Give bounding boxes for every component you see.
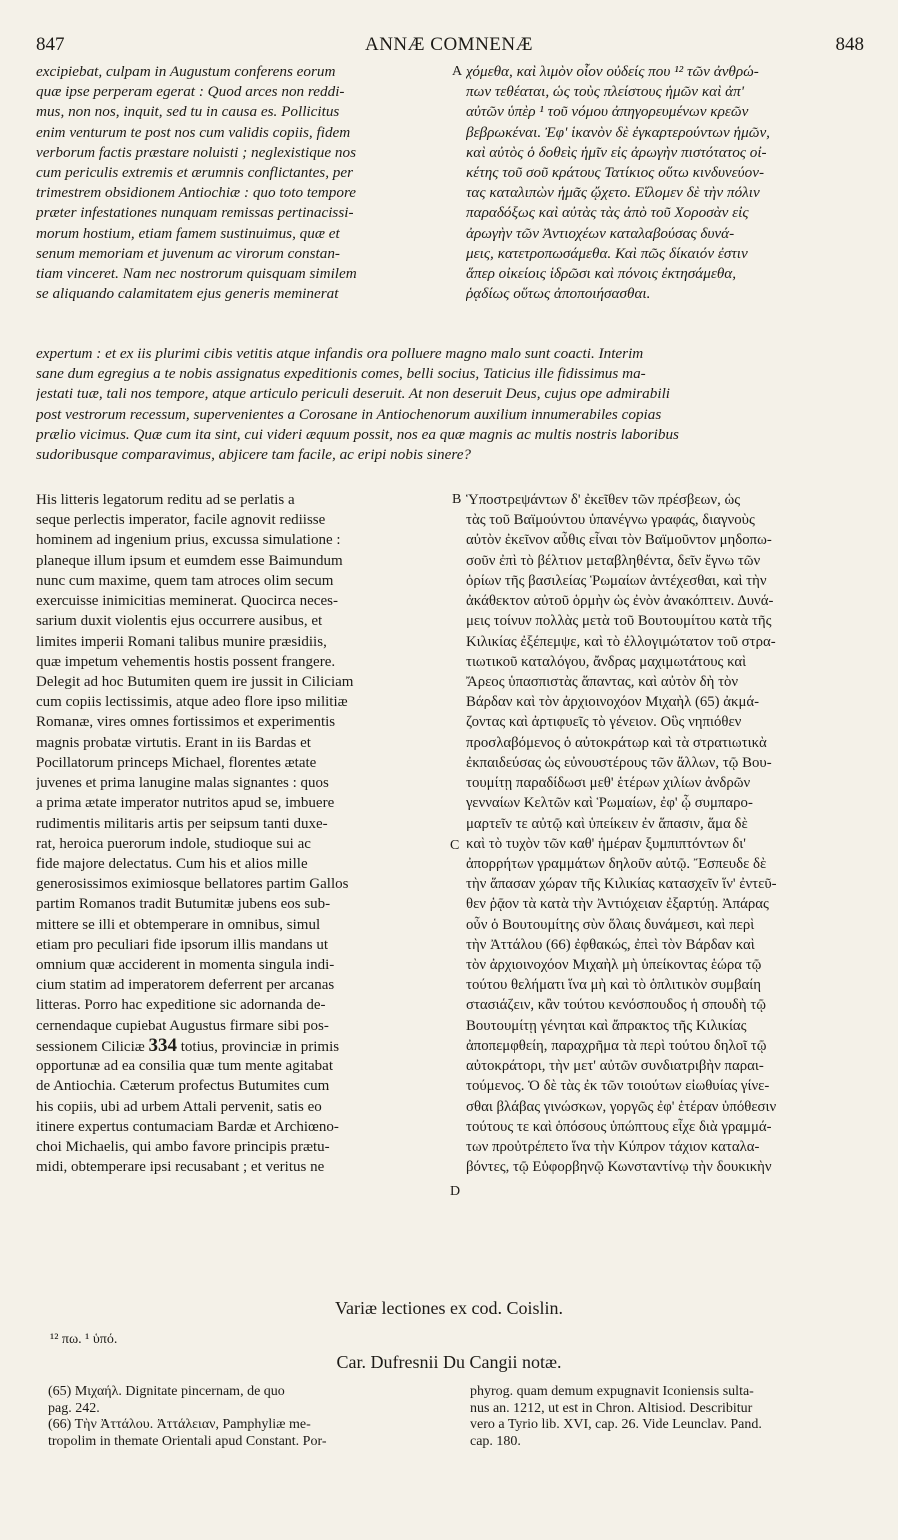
margin-marker-d: D xyxy=(450,1184,461,1199)
text-line-content: choi Michaelis, qui ambo favore principis prætu- xyxy=(36,1139,330,1155)
text-line: post vestrorum recessum, supervenientes a Corosane in Antiochenorum auxilium innumerabiles copias xyxy=(36,405,662,423)
text-line: τουμίτῃ παραδίδωσι μεθ' ἑτέρων χιλίων ἀνδρῶν xyxy=(466,775,751,792)
text-line-content: quæ impetum vehementis hostis possent frangere. xyxy=(36,653,336,670)
text-line-content: midi, obtemperare ipsi recusabant ; et veritus ne xyxy=(36,1159,325,1176)
text-line xyxy=(36,975,446,995)
footnotes-right xyxy=(470,1384,882,1450)
text-line: πων τεθέαται, ὡς τοὺς πλείστους ἡμῶν καὶ ἀπ' xyxy=(466,83,744,101)
text-line xyxy=(36,935,446,955)
text-line: αὐτὸν ἐκεῖνον αὖθις εἶναι τὸν Βαϊμοῦντον μηδοπω- xyxy=(466,532,772,549)
text-line: senum memoriam et juvenum ac virorum constan- xyxy=(36,244,340,262)
text-line: morum hostium, etiam famem sustinuimus, quæ et xyxy=(36,224,340,242)
text-line: τιωτικοῦ καταλόγου, ἄνδρας μαχιμωτάτους καὶ xyxy=(466,653,747,670)
notes-title: Car. Dufresnii Du Cangii notæ. xyxy=(336,1352,562,1372)
text-line: τας καταλιπὼν ἡμᾶς ᾤχετο. Εἵλομεν δὲ τὴν πόλιν xyxy=(466,184,760,202)
text-line-content: planeque illum ipsum et eumdem esse Baimundum xyxy=(36,552,343,569)
text-line: Ὑποστρεψάντων δ' ἐκεῖθεν τῶν πρέσβεων, ὡς xyxy=(466,492,741,508)
latin-column-upper xyxy=(36,62,452,304)
text-line: καὶ τὸ τυχὸν τῶν καθ' ἡμέραν ξυμπιπτόντων δι' xyxy=(466,835,746,852)
footnote-line: (66) Τὴν Ἀττάλου. Ἀττάλειαν, Pamphyliæ me- xyxy=(48,1417,311,1432)
variae-lectiones-title: Variæ lectiones ex cod. Coislin. xyxy=(335,1298,563,1318)
text-line-content: nunc cum maxime, quem tam atroces olim secum xyxy=(36,572,334,589)
text-line: τὴν Ἀττάλου (66) ἐφθακώς, ἐπεὶ τὸν Βάρδαν καὶ xyxy=(466,936,755,953)
footnote-line: vero a Tyrio lib. XVI, cap. 26. Vide Leunclav. Pand. xyxy=(470,1417,762,1432)
footnotes-left xyxy=(48,1384,448,1450)
text-line-content: opportunæ ad ea consilia quæ tum mente agitabat xyxy=(36,1058,334,1075)
text-line: Ἄρεος ὑπασπιστὰς ἅπαντας, καὶ αὐτὸν δὴ τὸν xyxy=(466,673,739,690)
text-line xyxy=(36,854,446,874)
text-line xyxy=(36,1016,446,1036)
latin-full-width-text xyxy=(36,344,882,465)
text-line xyxy=(36,1076,446,1096)
text-line: ἀκάθεκτον αὐτοῦ ὁρμὴν ὡς ἐνὸν ἀνακόπτειν. Δυνά- xyxy=(466,593,774,610)
text-line xyxy=(36,753,446,773)
text-line-content: cernendaque cupiebat Augustus firmare sibi pos- xyxy=(36,1017,329,1034)
text-line xyxy=(36,814,446,834)
text-line: ἀρωγὴν τῶν Ἀντιοχέων καταλαβούσας δυνά- xyxy=(466,224,735,242)
text-line: excipiebat, culpam in Augustum conferens eorum xyxy=(36,63,336,80)
text-line-content: sessionem Ciliciæ xyxy=(36,1038,145,1055)
text-line: βεβρωκέναι. Ἐφ' ἱκανὸν δὲ ἐγκαρτερούντων ἡμῶν, xyxy=(466,123,770,141)
text-line: σοῦν ἐπὶ τὸ βέλτιον μεταβληθέντα, δεῖν ἔγνω τῶν xyxy=(466,552,761,569)
text-line: σθαι βλάβας γινώσκων, γοργῶς ἐφ' ἑτέραν ὑπόθεσιν xyxy=(466,1098,777,1115)
margin-marker-c: C xyxy=(450,838,460,853)
text-line: ἀπορρήτων γραμμάτων δηλοῦν αὐτῷ. Ἔσπευδε δὲ xyxy=(466,855,767,872)
text-line: quæ ipse perperam egerat : Quod arces non reddi- xyxy=(36,83,345,101)
text-line-tail: totius, provinciæ in primis xyxy=(180,1038,340,1055)
text-line xyxy=(36,632,446,652)
page-number-left: 847 xyxy=(36,34,65,55)
text-line xyxy=(36,1097,446,1117)
text-line: τούμενος. Ὁ δὲ τὰς ἐκ τῶν τοιούτων εἰωθυίας γίνε- xyxy=(466,1078,770,1095)
text-line: αὐτοκράτορι, τὴν μετ' αὐτῶν συνδιατριβὴν παραι- xyxy=(466,1058,764,1075)
text-line: θεν ῥᾷον τὰ κατὰ τὴν Ἀντιόχειαν ἐξαρτύῃ. Ἀπάρας xyxy=(466,896,769,913)
variae-lectiones-sigla: ¹² πω. ¹ ὑπό. xyxy=(50,1332,118,1347)
text-line xyxy=(36,874,446,894)
text-line: οὖν ὁ Βουτουμίτης σὺν ὅλαις δυνάμεσι, καὶ περὶ xyxy=(466,916,755,933)
text-line xyxy=(36,591,446,611)
text-line xyxy=(36,1056,446,1076)
text-line: verborum factis præstare noluisti ; neglexistique nos xyxy=(36,143,357,161)
text-line-content: litteras. Porro hac expeditione sic adornanda de- xyxy=(36,997,326,1014)
text-line: μαρτεῖν τε αὐτῷ καὶ ὑπείκειν ἐν ἅπασιν, ἅμα δὲ xyxy=(466,815,748,832)
text-line-content: rat, heroica puerorum indole, studioque sui ac xyxy=(36,835,311,852)
text-line: μεις, κατετροπωσάμεθα. Καὶ πῶς δίκαιόν ἐστιν xyxy=(466,244,748,262)
text-line: mus, non nos, inquit, sed tu in causa es. Pollicitus xyxy=(36,103,340,121)
text-line xyxy=(36,551,446,571)
text-line xyxy=(36,955,446,975)
text-line-content: omnium quæ acciderent in momenta singula indi- xyxy=(36,957,335,974)
text-line: sane dum egregius a te nobis assignatus expeditionis comes, belli socius, Taticius ille fidissimus ma- xyxy=(36,365,646,383)
text-line: jestati tuæ, tali nos tempore, atque articulo periculi deseruit. At non deseruit Deus, cujus ope admirabili xyxy=(36,385,671,403)
text-line-content: a prima ætate imperator nutritos apud se, imbuere xyxy=(36,795,335,812)
text-line-content: his copiis, ubi ad urbem Attali pervenit, satis eo xyxy=(36,1098,322,1115)
text-line: κέτης τοῦ σοῦ κράτους Τατίκιος οὕτω κινδυνεύον- xyxy=(466,163,765,181)
text-line: ὁρίων τῆς βασιλείας Ῥωμαίων ἀντέχεσθαι, καὶ τὴν xyxy=(466,572,767,589)
text-line-content: itinere expertus contumaciam Bardæ et Archiœno- xyxy=(36,1118,339,1135)
text-line: ἀποπεμφθείη, παραχρῆμα τὰ περὶ τούτου δηλοῖ τῷ xyxy=(466,1037,767,1054)
greek-column-upper xyxy=(466,62,882,304)
text-line-content: de Antiochia. Cæterum profectus Butumites cum xyxy=(36,1078,330,1095)
text-line xyxy=(36,530,446,550)
text-line-content: juvenes et prima lanugine malas signantes : quos xyxy=(36,775,329,792)
text-line xyxy=(36,1117,446,1137)
text-line: ἅπερ οἰκείοις ἱδρῶσι καὶ πόνοις ἐκτησάμεθα, xyxy=(466,264,737,282)
margin-marker-b: B xyxy=(452,492,462,507)
text-line: ἐκπαιδεύσας ὡς εὐνουστέρους τῶν ἄλλων, τῷ Βου- xyxy=(466,754,772,771)
footnote-line: pag. 242. xyxy=(48,1400,100,1416)
text-line: præter infestationes nunquam remissas pertinacissi- xyxy=(36,204,354,222)
text-line: Κιλικίας ἐξέπεμψε, καὶ τὸ ἐλλογιμώτατον τοῦ στρα- xyxy=(466,633,776,650)
text-line: ῥᾳδίως οὕτως ἀποποιήσασθαι. xyxy=(466,285,651,303)
text-line: μεις τοίνυν πολλὰς μετὰ τοῦ Βουτουμίτου κατὰ τῆς xyxy=(466,613,772,630)
text-line: trimestrem obsidionem Antiochiæ : quo toto tempore xyxy=(36,184,357,202)
text-line xyxy=(36,733,446,753)
text-line xyxy=(36,894,446,914)
text-line-content: seque perlectis imperator, facile agnovit rediisse xyxy=(36,512,326,529)
text-line: προσλαβόμενος ὁ αὐτοκράτωρ καὶ τὰ στρατιωτικὰ xyxy=(466,734,767,751)
text-line xyxy=(36,793,446,813)
text-line: βόντες, τῷ Εὐφορβηνῷ Κωνσταντίνῳ τὴν δουκικὴν xyxy=(466,1159,772,1176)
text-line: enim venturum te post nos cum validis copiis, fidem xyxy=(36,123,351,141)
margin-marker-a: A xyxy=(452,64,463,79)
text-line: τὴν ἅπασαν χώραν τῆς Κιλικίας κατασχεῖν ἵν' ἐντεῦ- xyxy=(466,876,777,893)
text-line-content: partim Romanos tradit Butumitæ jubens eos sub- xyxy=(36,896,331,913)
text-line: sudoribusque comparavimus, abjicere tam facile, ac eripi nobis sinere? xyxy=(36,445,472,463)
text-line xyxy=(36,652,446,672)
text-line-content: cum copiis lectissimis, atque adeo flore ipso militiæ xyxy=(36,694,348,711)
footnote-line: nus an. 1212, ut est in Chron. Altisiod. Describitur xyxy=(470,1400,753,1416)
text-line xyxy=(36,1036,446,1056)
greek-column-lower xyxy=(466,490,882,1177)
text-line-content: hominem ad ingenium prius, excussa simulatione : xyxy=(36,532,341,549)
text-line-content: generosissimos eximiosque bellatores partim Gallos xyxy=(36,876,349,893)
text-line-content: mittere se illi et obtemperare in omnibus, simul xyxy=(36,916,321,933)
text-line xyxy=(36,672,446,692)
text-line xyxy=(36,834,446,854)
text-line-content: limites imperii Romani talibus munire præsidiis, xyxy=(36,633,327,650)
running-title: ANNÆ COMNENÆ xyxy=(364,34,534,55)
text-line xyxy=(36,692,446,712)
text-line: αὐτῶν ὑπὲρ ¹ τοῦ νόμου ἀπηγορευμένων κρεῶν xyxy=(466,103,749,121)
text-line xyxy=(36,490,446,510)
text-line-content: sarium duxit violentis ejus occurrere ausibus, et xyxy=(36,613,323,630)
text-line: prælio vicimus. Quæ cum ita sint, cui videri æquum possit, nos ea quæ magnis ac multis nostris laboribus xyxy=(36,425,679,443)
text-line: ζοντας καὶ ἀρτιφυεῖς τὸ γένειον. Οὓς νηπιόθεν xyxy=(466,714,742,731)
text-line xyxy=(36,915,446,935)
page-number-right: 848 xyxy=(835,34,864,55)
text-line: τὰς τοῦ Βαϊμούντου ὑπανέγνω γραφάς, διαγνοὺς xyxy=(466,512,755,529)
text-line xyxy=(36,510,446,530)
text-line-content: fide majore delectatus. Cum his et alios mille xyxy=(36,855,308,872)
text-line: τούτου θελήματι ἵνα μὴ καὶ τὸ ὁπλιτικὸν συμβαίη xyxy=(466,977,761,994)
text-line: καὶ αὐτὸς ὁ δοθεὶς ἡμῖν εἰς ἀρωγὴν πιστότατος οἰ- xyxy=(466,143,767,161)
text-line xyxy=(36,1157,446,1177)
text-line-content: rudimentis militaris artis per seipsum tanti duxe- xyxy=(36,815,328,832)
text-line-content: His litteris legatorum reditu ad se perlatis a xyxy=(36,492,295,508)
latin-column-lower xyxy=(36,490,446,1177)
page-header xyxy=(28,34,870,60)
text-line xyxy=(36,571,446,591)
footnote-line: phyrog. quam demum expugnavit Iconiensis sulta- xyxy=(470,1384,754,1399)
text-line-content: Delegit ad hoc Butumiten quem ire jussit in Ciliciam xyxy=(36,673,354,690)
text-line: cum periculis extremis et ærumnis conflictantes, per xyxy=(36,163,354,181)
text-line: se aliquando calamitatem ejus generis meminerat xyxy=(36,285,339,303)
text-line-content: exercuisse inimicitias meminerat. Quocirca neces- xyxy=(36,593,338,610)
text-line xyxy=(36,611,446,631)
footnote-line: (65) Μιχαήλ. Dignitate pincernam, de quo xyxy=(48,1384,285,1399)
text-line: χόμεθα, καὶ λιμὸν οἷον οὐδείς που ¹² τῶν ἀνθρώ- xyxy=(466,63,759,80)
text-line xyxy=(36,1137,446,1157)
text-line: τούτους τε καὶ ὁπόσους ὑπώπτους εἶχε διὰ γραμμά- xyxy=(466,1118,772,1135)
footnote-line: cap. 180. xyxy=(470,1433,521,1449)
text-line-content: etiam pro peculiari fide ipsorum illis mandans ut xyxy=(36,936,329,953)
footnote-line: tropolim in themate Orientali apud Constant. Por- xyxy=(48,1433,327,1449)
text-line xyxy=(36,773,446,793)
text-line: γενναίων Κελτῶν καὶ Ῥωμαίων, ἐφ' ᾧ συμπαρο- xyxy=(466,795,753,812)
migne-column-number: 334 xyxy=(148,1035,177,1056)
text-line: των προὐτρέπετο ἵνα τὴν Κύπρον τάχιον καταλα- xyxy=(466,1139,760,1155)
text-line xyxy=(36,995,446,1015)
text-line: expertum : et ex iis plurimi cibis vetitis atque infandis ora polluere magno malo sunt coacti. Interim xyxy=(36,345,644,362)
text-line: Βουτουμίτῃ γένηται καὶ ἄπρακτος τῆς Κιλικίας xyxy=(466,1017,747,1034)
text-line: παραδόξως καὶ αὐτὰς τὰς ἀπὸ τοῦ Χοροσὰν εἰς xyxy=(466,204,749,222)
text-line-content: magnis probatæ virtutis. Erant in iis Bardas et xyxy=(36,734,311,751)
text-line-content: cium statim ad imperatorem deferrent per arcanas xyxy=(36,977,335,994)
text-line xyxy=(36,712,446,732)
text-line: τὸν ἀρχιοινοχόον Μιχαὴλ μὴ ὑπείκοντας ἑώρα τῷ xyxy=(466,957,762,974)
text-line: tiam vinceret. Nam nec nostrorum quisquam similem xyxy=(36,264,357,282)
text-line-content: Pocillatorum princeps Michael, florentes ætate xyxy=(36,754,317,771)
text-line: Βάρδαν καὶ τὸν ἀρχιοινοχόον Μιχαὴλ (65) ἀκμά- xyxy=(466,694,760,711)
text-line: στασιάζειν, κἂν τούτου κενόσπουδος ἡ σπουδὴ τῷ xyxy=(466,997,766,1014)
text-line-content: Romanæ, vires omnes fortissimos et experimentis xyxy=(36,714,336,731)
